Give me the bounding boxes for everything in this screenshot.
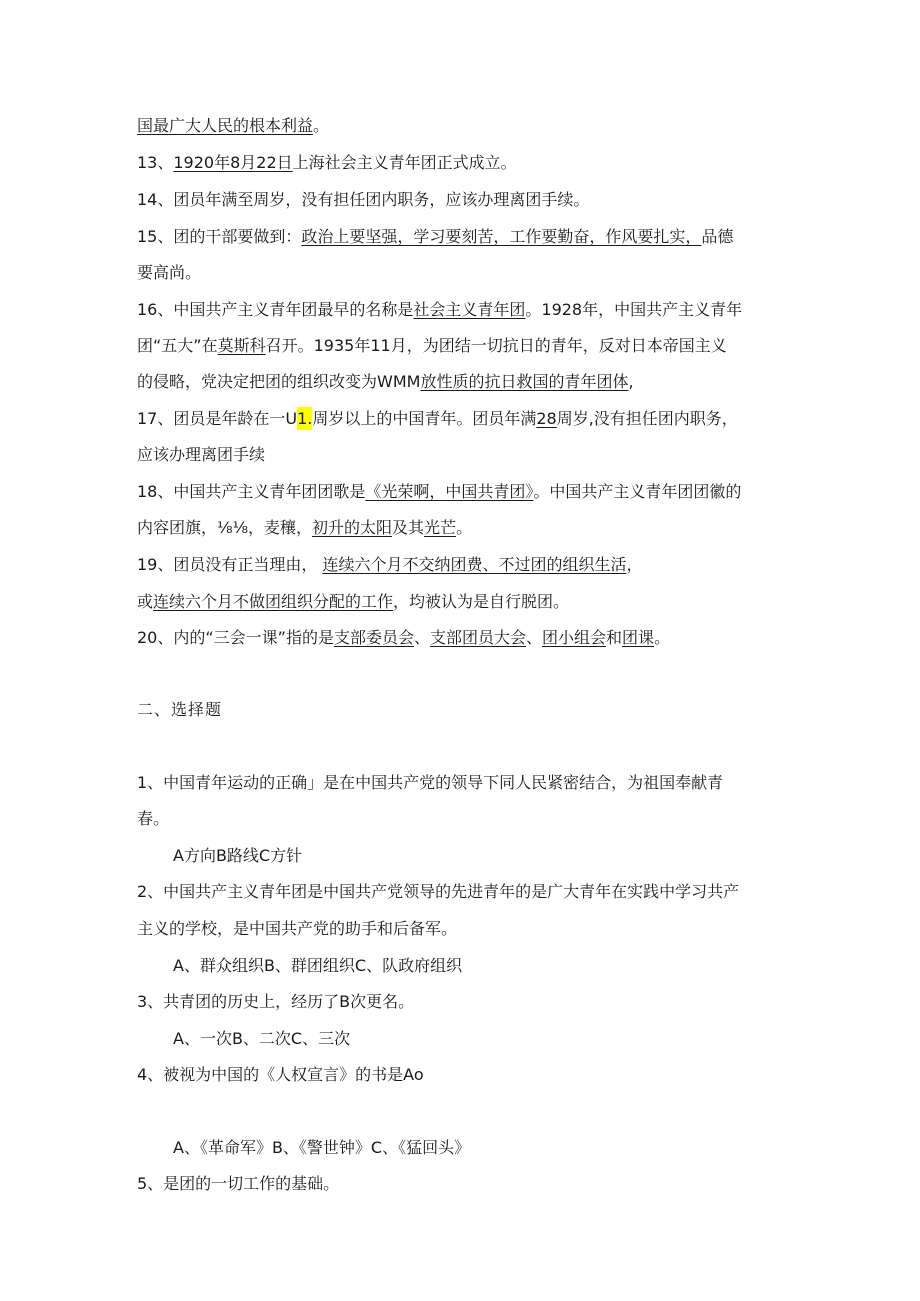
text-span: 品德 <box>701 227 734 246</box>
text-span: 15、团的干部要做到： <box>137 227 302 246</box>
text-span: , <box>628 372 634 391</box>
text-line <box>173 1137 470 1159</box>
section-heading <box>137 699 222 721</box>
text-line <box>137 808 169 830</box>
text-line <box>137 299 742 321</box>
text-line <box>137 1173 339 1195</box>
underlined-answer: 支部委员会 <box>333 628 414 647</box>
text-span: 2、中国共产主义青年团是中国共产党领导的先进青年的是广大青年在实践中学习共产 <box>137 882 740 901</box>
underlined-answer: 《光荣啊，中国共青团》 <box>365 482 534 501</box>
text-line <box>137 408 738 430</box>
text-line <box>137 115 329 137</box>
underlined-answer: 连续六个月不交纳团费、不过团的组织生活 <box>322 555 627 574</box>
text-line <box>173 955 462 977</box>
text-span: 、 <box>413 628 430 647</box>
underlined-answer: 初升的太阳 <box>312 518 393 537</box>
text-line <box>137 335 727 357</box>
text-line <box>137 772 723 794</box>
text-span: 。1928年，中国共产主义青年 <box>525 300 743 319</box>
text-span: 和 <box>606 628 623 647</box>
text-line <box>137 152 517 174</box>
text-span: 周岁,没有担任团内职务， <box>556 409 738 428</box>
text-span: 20、内的“三会一课”指的是 <box>137 628 334 647</box>
text-span: 、 <box>526 628 543 647</box>
text-span: 19、团员没有正当理由， <box>137 555 323 574</box>
underlined-answer: 政治上要坚强，学习要刻苦，工作要勤奋，作风要扎实， <box>301 227 702 246</box>
underlined-answer: 连续六个月不做团组织分配的工作 <box>153 592 394 611</box>
underlined-answer: 光芒 <box>424 518 457 537</box>
text-span: 13、 <box>137 153 174 172</box>
text-span: 要高尚。 <box>137 263 202 282</box>
text-span: ，均被认为是自行脱团。 <box>393 592 570 611</box>
underlined-answer: 团课 <box>622 628 655 647</box>
text-span: 。中国共产主义青年团团徽的 <box>533 482 742 501</box>
underlined-answer: 国最广大人民的根本利益 <box>137 116 314 135</box>
text-span: 主义的学校，是中国共产党的助手和后备军。 <box>137 919 458 938</box>
text-span: 内容团旗，⅛⅛，麦穰， <box>137 518 313 537</box>
text-span: ， <box>626 555 643 574</box>
text-span: 周岁以上的中国青年。团员年满 <box>312 409 537 428</box>
text-span: A、一次B、二次C、三次 <box>173 1029 351 1048</box>
text-line <box>137 918 457 940</box>
text-span: 16、中国共产主义青年团最早的名称是 <box>137 300 414 319</box>
text-line <box>137 554 642 576</box>
text-line <box>137 627 670 649</box>
text-span: 。 <box>456 518 473 537</box>
highlighted-text: 1. <box>297 409 313 428</box>
text-span: 3、共青团的历史上，经历了B次更名。 <box>137 992 415 1011</box>
underlined-answer: 莫斯科 <box>217 336 266 355</box>
underlined-answer: 团小组会 <box>542 628 607 647</box>
text-line <box>173 1028 350 1050</box>
text-line <box>137 591 569 613</box>
text-line <box>137 517 472 539</box>
text-line <box>173 845 302 867</box>
text-line <box>137 371 634 393</box>
text-span: 1、中国青年运动的正确」是在中国共产党的领导下同人民紧密结合，为祖国奉献青 <box>137 773 724 792</box>
text-line <box>137 881 739 903</box>
text-line <box>137 189 589 211</box>
text-line <box>137 444 265 466</box>
text-span: 上海社会主义青年团正式成立。 <box>292 153 517 172</box>
text-line <box>137 226 733 248</box>
text-line <box>137 991 414 1013</box>
underlined-answer: 28 <box>536 409 557 428</box>
text-line <box>137 481 741 503</box>
text-span: 。 <box>654 628 671 647</box>
underlined-answer: 1920年8月22日 <box>173 153 293 172</box>
text-line <box>137 1064 424 1086</box>
underlined-answer: 支部团员大会 <box>429 628 526 647</box>
underlined-answer: 放性质的抗日救国的青年团体 <box>420 372 629 391</box>
text-span: 二、选择题 <box>137 700 223 719</box>
text-span: 17、团员是年龄在一U <box>137 409 298 428</box>
text-span: 或 <box>137 592 154 611</box>
text-span: 。 <box>313 116 330 135</box>
text-line <box>137 262 201 284</box>
text-span: 14、团员年满至周岁，没有担任团内职务，应该办理离团手续。 <box>137 190 590 209</box>
text-span: 5、是团的一切工作的基础。 <box>137 1174 340 1193</box>
text-span: A、《革命军》B、《警世钟》C、《猛回头》 <box>173 1138 471 1157</box>
underlined-answer: 社会主义青年团 <box>413 300 526 319</box>
text-span: 4、被视为中国的《人权宣言》的书是Ao <box>137 1065 424 1084</box>
text-span: 的侵略，党决定把团的组织改变为WMM <box>137 372 421 391</box>
text-span: 召开。1935年11月，为团结一切抗日的青年，反对日本帝国主义 <box>265 336 727 355</box>
text-span: 18、中国共产主义青年团团歌是 <box>137 482 366 501</box>
text-span: 团“五大”在 <box>137 336 218 355</box>
text-span: 应该办理离团手续 <box>137 445 266 464</box>
text-span: A、群众组织B、群团组织C、队政府组织 <box>173 956 463 975</box>
text-span: 及其 <box>392 518 425 537</box>
text-span: A方向B路线C方针 <box>173 846 303 865</box>
text-span: 春。 <box>137 809 170 828</box>
